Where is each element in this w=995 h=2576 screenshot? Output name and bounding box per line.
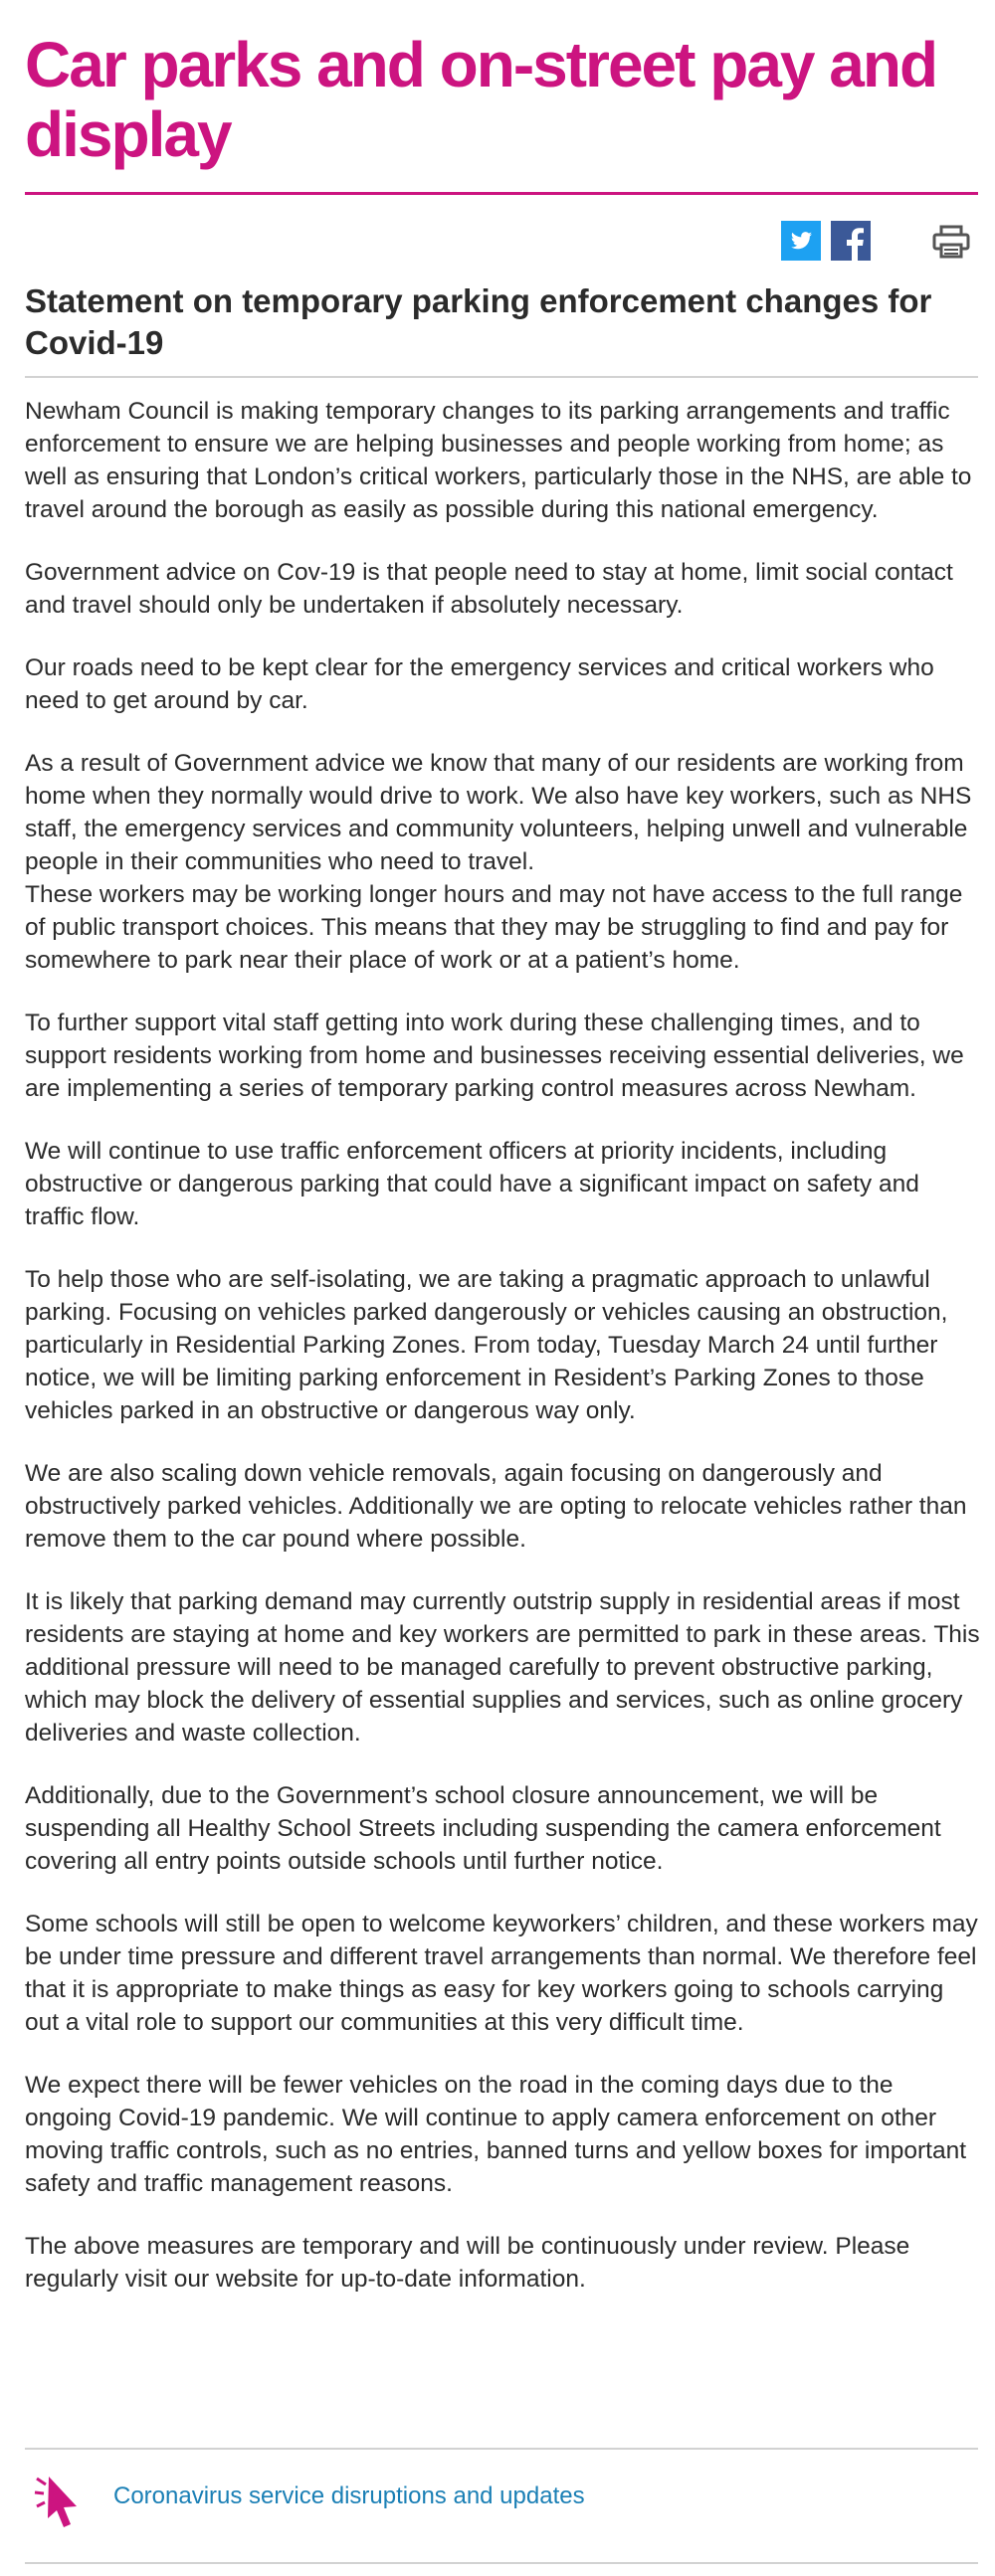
paragraph: The above measures are temporary and will be continuously under review. Please regularly visit our website for up-to-date information. — [25, 2233, 910, 2293]
article-body — [25, 395, 980, 2325]
paragraph: We expect there will be fewer vehicles on the road in the coming days due to the ongoing Covid-19 pandemic. We will continue to apply camera enforcement on other moving traffic controls, such as no entries, banned turns and yellow boxes for important safety and traffic management reasons. — [25, 2072, 967, 2197]
paragraph: Newham Council is making temporary changes to its parking arrangements and traffic enforcement to ensure we are helping businesses and people working from home; as well as ensuring that London’s critical workers, particularly those in the NHS, are able to travel around the borough as easily as possible during this national emergency. — [25, 398, 972, 523]
paragraph: Additionally, due to the Government’s school closure announcement, we will be suspending all Healthy School Streets including suspending the camera enforcement covering all entry points outside schools until further notice. — [25, 1782, 941, 1875]
paragraph: To help those who are self-isolating, we are taking a pragmatic approach to unlawful parking. Focusing on vehicles parked dangerously or vehicles causing an obstruction, particularly in Residential Parking Zones. From today, Tuesday March 24 until further notice, we will be limiting parking enforcement in Resident’s Parking Zones to those vehicles parked in an obstructive or dangerous way only. — [25, 1266, 948, 1424]
article-heading: Statement on temporary parking enforcement changes for Covid-19 — [25, 282, 932, 361]
paragraph: As a result of Government advice we know that many of our residents are working from home when they normally would drive to work. We also have key workers, such as NHS staff, the emergency services and community volunteers, helping unwell and vulnerable people in their communities who need to travel. — [25, 750, 972, 875]
related-divider-top — [25, 2448, 978, 2450]
paragraph: It is likely that parking demand may currently outstrip supply in residential areas if most residents are staying at home and key workers are permitted to park in these areas. This additional pressure will need to be managed carefully to prevent obstructive parking, which may block the delivery of essential supplies and services, such as online grocery deliveries and waste collection. — [25, 1588, 980, 1747]
page-title: Car parks and on-street pay and display — [25, 29, 937, 170]
facebook-icon[interactable] — [831, 221, 871, 261]
print-icon[interactable] — [932, 225, 970, 259]
paragraph: Our roads need to be kept clear for the emergency services and critical workers who need to get around by car. — [25, 654, 934, 714]
paragraph: To further support vital staff getting into work during these challenging times, and to support residents working from home and businesses receiving essential deliveries, we are implementing a series of temporary parking control measures across Newham. — [25, 1010, 964, 1102]
pointer-icon — [33, 2469, 83, 2536]
paragraph: These workers may be working longer hours and may not have access to the full range of public transport choices. This means that they may be struggling to find and pay for somewhere to park near their place of work or at a patient’s home. — [25, 881, 963, 974]
title-divider — [25, 192, 978, 195]
share-bar — [781, 221, 980, 263]
related-link-row — [25, 2457, 978, 2556]
twitter-icon[interactable] — [781, 221, 821, 261]
paragraph: Government advice on Cov-19 is that people need to stay at home, limit social contact and travel should only be undertaken if absolutely necessary. — [25, 559, 953, 619]
paragraph: Some schools will still be open to welcome keyworkers’ children, and these workers may be under time pressure and different travel arrangements than normal. We therefore feel that it is appropriate to make things as easy for key workers going to schools carrying out a vital role to support our communities at this very difficult time. — [25, 1911, 978, 2036]
paragraph: We will continue to use traffic enforcement officers at priority incidents, including obstructive or dangerous parking that could have a significant impact on safety and traffic flow. — [25, 1138, 919, 1230]
paragraph: We are also scaling down vehicle removals, again focusing on dangerously and obstructively parked vehicles. Additionally we are opting to relocate vehicles rather than remove them to the car pound where possible. — [25, 1460, 967, 1553]
coronavirus-updates-link[interactable]: Coronavirus service disruptions and updates — [113, 2483, 585, 2509]
related-divider-bottom — [25, 2562, 978, 2564]
heading-divider — [25, 376, 978, 378]
